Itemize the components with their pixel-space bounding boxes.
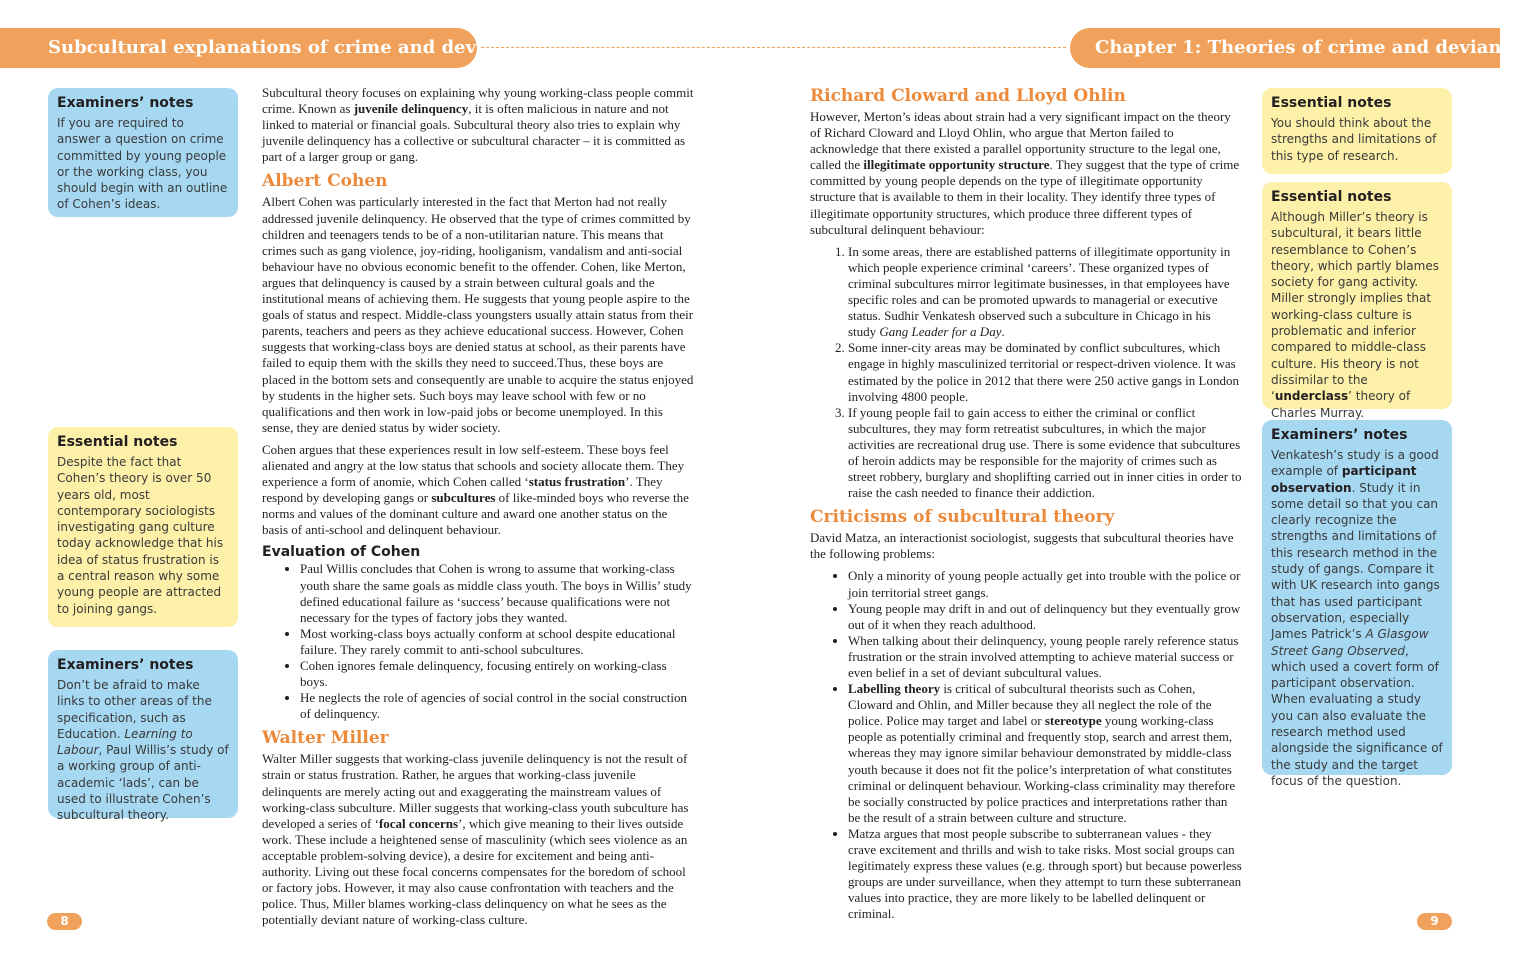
text-segment: Walter Miller suggests that working-class juvenile delinquency is not the result of strain or status frustration. Rather, he argues that working-class juvenile delinquents are merely acting out and exaggerating the mainstream values of working-class subculture. Miller suggests that working-class youth subculture has developed a series of ‘	[262, 751, 689, 831]
note-text: Despite the fact that Cohen’s theory is over 50 years old, most contemporary sociologists investigating gang culture today acknowledge that his idea of status frustration is a central reason why some young people are attracted to joining gangs.	[57, 455, 224, 616]
text-segment: of like-minded boys who reverse the norms and values of the dominant culture and award one another status on the basis of anti-school and delinquent behaviour.	[262, 490, 689, 538]
book-title: Gang Leader for a Day	[879, 324, 1002, 340]
left-main-column	[262, 85, 694, 934]
note-title: Examiners’ notes	[57, 95, 194, 111]
key-term: status frustration	[528, 474, 626, 490]
section-heading-criticisms: Criticisms of subcultural theory	[810, 507, 1115, 528]
examiners-notes-box-1	[48, 88, 238, 217]
note-title: Essential notes	[1271, 95, 1392, 111]
note-text	[1271, 209, 1443, 421]
header-dashed-rule	[481, 47, 1066, 48]
text-segment: In some areas, there are established patterns of illegitimate opportunity in which people experience criminal ‘careers’. These organized types of criminal subcultures mirror legitimate businesses, in that employees have specific roles and can be promoted upwards to managerial or executive status. Sudhir Venkatesh observed such a subculture in Chicago in his study	[848, 243, 1231, 340]
cloward-paragraph	[810, 109, 1242, 238]
note-title: Examiners’ notes	[57, 657, 194, 673]
text-segment: . Study it in some detail so that you can clearly recognize the strengths and limitations of this research method in the study of gangs. Compare it with UK research into gangs that has used participant observation, especially James Patrick’s	[1271, 480, 1440, 642]
essential-notes-box-2	[1262, 88, 1452, 174]
key-term: participant observation	[1271, 464, 1417, 495]
note-title: Examiners’ notes	[1271, 427, 1408, 443]
criticisms-intro: David Matza, an interactionist sociologist, suggests that subcultural theories have the following problems:	[810, 530, 1234, 562]
note-text: If you are required to answer a question on crime committed by young people or the working class, you should begin with an outline of Cohen’s ideas.	[57, 116, 228, 212]
text-segment: is critical of subcultural theorists such as Cohen, Cloward and Ohlin, and Miller because they all neglect the role of the police. Police may target and label or	[848, 681, 1212, 729]
list-item: 3. If young people fail to gain access to either the criminal or conflict subcultures, they may form retreatist subcultures, in which the major activities are recreational drug use. There is some evidence that subcultures of heroin addicts may be responsible for the majority of crimes such as street robbery, burglary and shoplifting carried out in inner cities in order to raise the cash needed to finance their addiction.	[848, 405, 1242, 502]
text-segment: Cohen argues that these experiences result in low self-esteem. These boys feel alienated and angry at the low status that schools and society allocate them. They experience a form of anomie, which Cohen called ‘	[262, 441, 685, 490]
page-number-left: 8	[47, 913, 82, 930]
list-item	[848, 681, 1242, 826]
text-segment: .	[1001, 324, 1005, 340]
note-text-segment: Don’t be afraid to make links to other areas of the specification, such as Education.	[57, 678, 212, 741]
list-item: • Most working-class boys actually conform at school despite educational failure. They rarely commit to anti-school subcultures.	[300, 626, 694, 658]
text-segment: , it is often malicious in nature and not linked to material or financial goals. Subcultural theory also tries to explain why juvenile delinquency has a collective or subcultural character – it is committed as part of a larger group or gang.	[262, 101, 686, 165]
right-main-column	[810, 85, 1242, 929]
cohen-paragraph-2	[262, 442, 694, 539]
running-header-left: Subcultural explanations of crime and deviance	[0, 28, 477, 68]
list-item	[848, 244, 1242, 341]
essential-notes-box-1	[48, 427, 238, 627]
examiners-notes-box-2	[48, 650, 238, 823]
subheading-evaluation-of-cohen: Evaluation of Cohen	[262, 544, 421, 561]
opportunity-structure-list	[810, 244, 1242, 502]
key-term: illegitimate opportunity structure	[863, 157, 1050, 173]
note-text	[57, 677, 229, 824]
list-item: • Paul Willis concludes that Cohen is wrong to assume that working-class youth share the same goals as middle class youth. The boys in Willis’ study defined educational failure as ‘success’ because qualifications were not necessary for the types of factory jobs they wanted.	[300, 561, 694, 625]
key-term: subcultures	[431, 490, 496, 506]
note-text-segment: , Paul Willis’s study of a working group of anti-academic ‘lads’, can be used to illustrate Cohen’s subcultural theory.	[57, 743, 229, 823]
text-segment: young working-class people as potentially criminal and frequently stop, search and arrest them, whereas they may ignore similar behaviour demonstrated by middle-class youth because it does not fit the police’s interpretation of what constitutes criminal or delinquent behaviour. Working-class criminality may therefore be socially constructed by police practices and interpretations rather than be the result of a strain between culture and structure.	[848, 713, 1236, 825]
book-title: A Glasgow Street Gang Observed	[1271, 627, 1429, 658]
text-segment: However, Merton’s ideas about strain had a very significant impact on the theory of Richard Cloward and Lloyd Ohlin, who argue that Merton failed to acknowledge that there existed a parallel opportunity structure to the legal one, called the	[810, 109, 1231, 173]
note-text: You should think about the strengths and limitations of this type of research.	[1271, 116, 1437, 163]
key-term: Labelling theory	[848, 681, 941, 697]
criticisms-list	[810, 568, 1242, 922]
page-number-right: 9	[1417, 913, 1452, 930]
list-item: • When talking about their delinquency, young people rarely reference status frustration or the strain involved attempting to achieve material success or even belief in a set of deviant subcultural values.	[848, 633, 1242, 681]
list-item: 2. Some inner-city areas may be dominated by conflict subcultures, which engage in highly masculinized territorial or respect-driven violence. It was estimated by the police in 2012 that there were 250 active gangs in London involving 4800 people.	[848, 340, 1242, 404]
text-segment: Venkatesh’s study is a good example of	[1271, 448, 1439, 479]
list-item: • He neglects the role of agencies of social control in the social construction of delinquency.	[300, 690, 694, 722]
list-item: • Only a minority of young people actually get into trouble with the police or join territorial street gangs.	[848, 568, 1242, 600]
key-term: stereotype	[1044, 713, 1102, 729]
text-segment: ’. They respond by developing gangs or	[262, 474, 663, 506]
note-title: Essential notes	[1271, 189, 1392, 205]
key-term: focal concerns	[378, 815, 459, 831]
section-heading-cloward-ohlin: Richard Cloward and Lloyd Ohlin	[810, 86, 1126, 106]
running-header-right: Chapter 1: Theories of crime and deviance	[1070, 28, 1500, 68]
key-term: underclass	[1274, 389, 1349, 404]
list-item: • Cohen ignores female delinquency, focusing entirely on working-class boys.	[300, 658, 694, 690]
evaluation-list	[262, 561, 694, 722]
section-heading-walter-miller: Walter Miller	[262, 728, 389, 749]
cohen-paragraph-1: Albert Cohen was particularly interested in the fact that Merton had not really addressed juvenile delinquency. He observed that the type of crimes committed by children and teenagers tends to be of a non-utilitarian nature. This means that crimes such as gang violence, joy-riding, hooliganism, vandalism and anti-social behaviour have no obvious economic benefit to the offender. Cohen, like Merton, argues that delinquency is caused by a strain between cultural goals and the institutional means of achieving them. He suggests that young people aspire to the goals of status and respect. Middle-class youngsters usually attain status from their parents, teachers and peers as they achieve educational success. However, Cohen suggests that working-class boys are denied status at school, as their parents have failed to equip them with the skills they need to succeed.Thus, these boys are placed in the bottom sets and consequently are unable to acquire the status enjoyed by students in the higher sets. Such boys may leave school with few or no qualifications and then work in low-paid jobs or become unemployed. In this sense, they are denied status by wider society.	[262, 194, 694, 435]
intro-paragraph	[262, 85, 694, 165]
list-item: • Young people may drift in and out of delinquency but they eventually grow out of it when they reach adulthood.	[848, 601, 1242, 633]
text-segment: ’ theory of Charles Murray.	[1271, 389, 1411, 420]
text-segment: Subcultural theory focuses on explaining why young working-class people commit crime. Known as	[262, 85, 694, 117]
text-segment: , which used a covert form of participant observation. When evaluating a study you can also evaluate the research method used alongside the significance of the study and the target focus of the question.	[1271, 643, 1443, 788]
text-segment: ’, which give meaning to their lives outside work. These include a heightened sense of masculinity (which sees violence as an acceptable problem-solving device), a desire for excitement and being anti-authority. Living out these focal concerns compensates for the boredom of school or factory jobs. However, it may also cause confrontation with teachers and the police. Thus, Miller blames working-class delinquency on what he sees as the potentially deviant nature of working-class culture.	[262, 815, 688, 928]
note-title: Essential notes	[57, 434, 178, 450]
key-term: juvenile delinquency	[353, 101, 469, 117]
essential-notes-box-3	[1262, 182, 1452, 420]
book-title: Learning to Labour	[57, 726, 193, 758]
note-text	[1271, 447, 1443, 789]
miller-paragraph	[262, 751, 694, 928]
section-heading-albert-cohen: Albert Cohen	[262, 171, 388, 192]
text-segment: Although Miller’s theory is subcultural, it bears little resemblance to Cohen’s theory, which partly blames society for gang activity. Miller strongly implies that working-class culture is problematic and inferior compared to middle-class culture. His theory is not dissimilar to the ‘	[1271, 210, 1439, 404]
examiners-notes-box-3	[1262, 420, 1452, 788]
list-item: • Matza argues that most people subscribe to subterranean values - they crave excitement and thrills and wish to take risks. Most social groups can legitimately express these values (e.g. through sport) but because powerless groups are under surveillance, when they attempt to turn these subterranean values into practice, they are more likely to be labelled delinquent or criminal.	[848, 826, 1242, 923]
text-segment: . They suggest that the type of crime committed by young people depends on the type of illegitimate opportunity structure that is available to them in their locality. They identify three types of illegitimate opportunity structures, which produce three different types of subcultural delinquent behaviour:	[810, 157, 1240, 237]
